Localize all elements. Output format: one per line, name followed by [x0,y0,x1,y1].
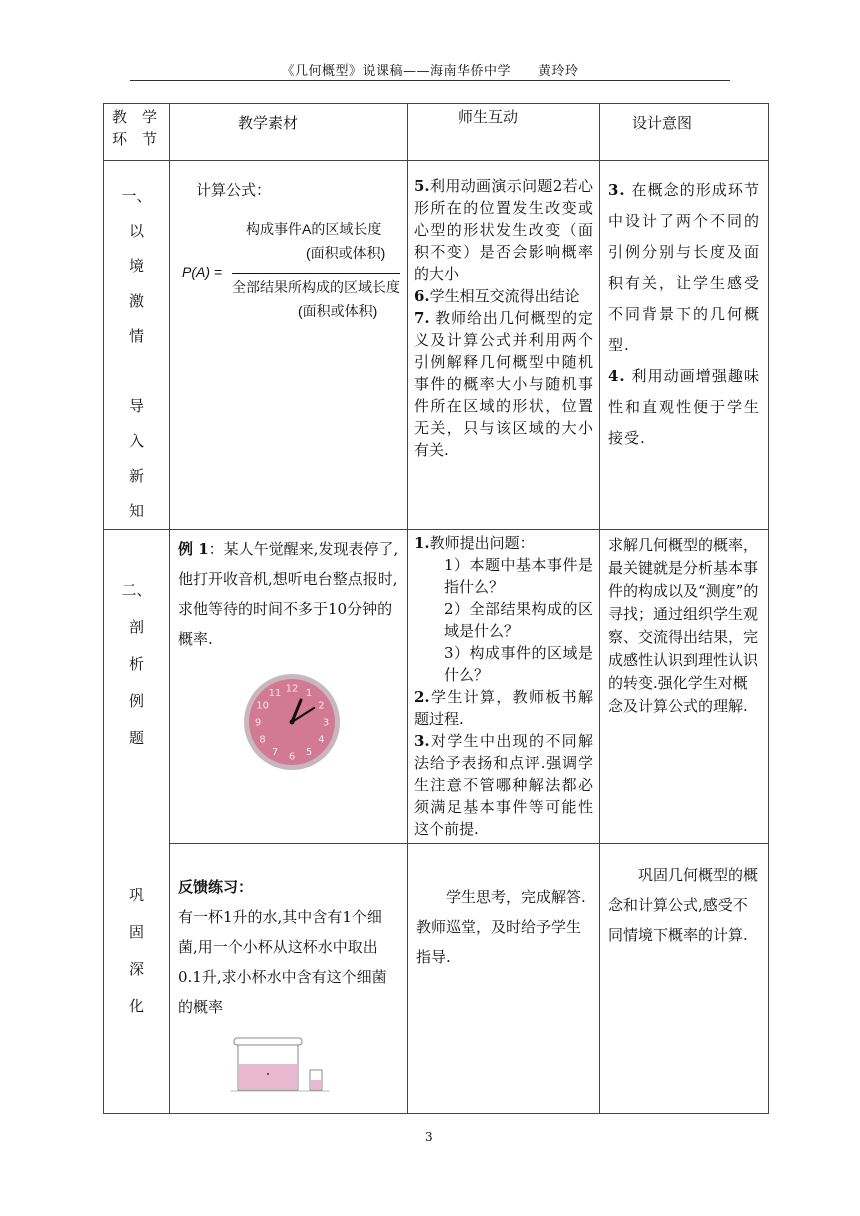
bacteria-dot [267,1073,269,1075]
clock-numeral: 8 [259,734,266,746]
interaction-item: 1.教师提出问题： [414,534,535,552]
stage-char: 境 [128,257,144,275]
intent-consolidate [600,844,769,1114]
interaction-example [408,530,600,844]
page-header: 《几何概型》说课稿——海南华侨中学 黄玲玲 [281,64,579,79]
material-consolidate [170,844,408,1114]
intent-consolidate-text: 巩固几何概型的概念和计算公式,感受不同情境下概率的计算. [608,866,759,944]
exercise-label: 反馈练习： [178,878,254,896]
lesson-table [103,103,769,1114]
clock-center [290,720,295,725]
interaction-item: 2.学生计算，教师板书解题过程. [414,688,593,728]
clock-numeral: 6 [288,751,296,763]
interaction-item: 3.对学生中出现的不同解法给予表扬和点评.强调学生注意不管哪种解法都必须满足基本事件等可能性这个前提. [414,732,593,838]
intent-intro [600,161,769,530]
row-intro [104,161,769,530]
stage-char: 例 [128,692,144,710]
material-example [170,530,408,844]
intent-example [600,530,769,844]
clock-numeral: 4 [318,734,325,746]
clock-numeral: 5 [305,746,313,758]
stage-char: 剖 [128,618,144,636]
formula-denominator-sub: (面积或体积) [298,303,378,319]
stage-example-num: 二、 [121,581,152,599]
header-stage-line1: 教 学 [112,108,158,126]
interaction-item: 6.学生相互交流得出结论 [414,287,580,305]
jar-water [239,1064,297,1089]
fraction-bar [232,273,400,274]
stage-char: 巩 [128,886,144,904]
clock-numeral: 2 [318,700,325,712]
stage-char: 激 [128,292,144,310]
formula-numerator: 构成事件A的区域长度 [246,221,382,237]
row-example [104,530,769,844]
page-number: 3 [425,1130,433,1144]
header-intent-label: 设计意图 [632,114,693,132]
stage-char: 化 [128,997,144,1015]
cup-illustration [230,1034,340,1098]
row-consolidate [104,844,769,1114]
formula-denominator: 全部结果所构成的区域长度 [232,279,400,295]
stage-char: 新 [128,467,144,485]
header-intent [600,104,769,161]
stage-char: 固 [128,923,144,941]
stage-char: 深 [128,960,144,978]
interaction-consolidate [408,844,600,1114]
example-text: 例 1：某人午觉醒来,发现表停了,他打开收音机,想听电台整点报时,求他等待的时间不多于10分钟的概率. [178,540,399,648]
interaction-intro [408,161,600,530]
header-interaction-label: 师生互动 [458,108,519,126]
header-row [104,104,769,161]
clock-numeral: 11 [268,688,282,700]
clock-numeral: 10 [256,700,269,712]
stage-intro-num: 一、 [121,187,152,205]
header-interaction [408,104,600,161]
stage-char: 题 [128,729,144,747]
jar-lid [234,1038,302,1045]
clock-numeral: 1 [305,688,313,700]
formula-numerator-sub: (面积或体积) [306,245,386,261]
formula-label: 计算公式： [196,181,272,199]
intent-item: 4. 利用动画增强趣味性和直观性便于学生接受. [608,367,760,447]
header-material [170,104,408,161]
small-cup-water [311,1080,321,1089]
intent-example-text: 求解几何概型的概率，最关键就是分析基本事件的构成以及“测度”的寻找；通过组织学生观察、交流得出结果，完成感性认识到理性认识的转变.强化学生对概念及计算公式的理解. [608,536,759,715]
header-stage-line2: 环 节 [112,130,158,148]
intent-item: 3. 在概念的形成环节中设计了两个不同的引例分别与长度及面积有关，让学生感受不同背景下的几何概型. [608,181,760,354]
header-material-label: 教学素材 [238,114,299,132]
clock-numeral: 12 [285,683,299,695]
header-stage [104,104,170,161]
header-rule [130,80,730,81]
clock-image [242,672,342,772]
stage-char: 入 [128,432,144,450]
exercise-text: 有一杯1升的水,其中含有1个细菌,用一个小杯从这杯水中取出0.1升,求小杯水中含有这个细菌的概率 [178,908,387,1016]
interaction-question: 3）构成事件的区域是什么？ [444,644,593,684]
interaction-question: 2）全部结果构成的区域是什么？ [444,600,593,640]
interaction-item: 7. 教师给出几何概型的定义及计算公式并利用两个引例解释几何概型中随机事件的概率大小与随机事件所在区域的形状，位置无关，只与该区域的大小有关. [414,309,593,459]
stage-example [104,530,170,1114]
stage-char: 导 [128,397,144,415]
probability-formula [170,201,407,321]
stage-char: 以 [128,222,144,240]
stage-char: 情 [128,327,144,345]
clock-numeral: 7 [271,746,279,758]
formula-lhs: P(A) = [182,264,223,280]
stage-intro [104,161,170,530]
interaction-item: 5.利用动画演示问题2若心形所在的位置发生改变或心型的形状发生改变（面积不变）是否会影响概率的大小 [414,177,593,283]
interaction-question: 1）本题中基本事件是指什么？ [444,556,593,596]
stage-char: 知 [128,502,144,520]
clock-numeral: 3 [322,717,330,729]
stage-char: 析 [128,655,144,673]
clock-numeral: 9 [254,717,262,729]
material-intro [170,161,408,530]
interaction-consolidate-text: 学生思考，完成解答.教师巡堂，及时给予学生指导. [416,888,586,966]
